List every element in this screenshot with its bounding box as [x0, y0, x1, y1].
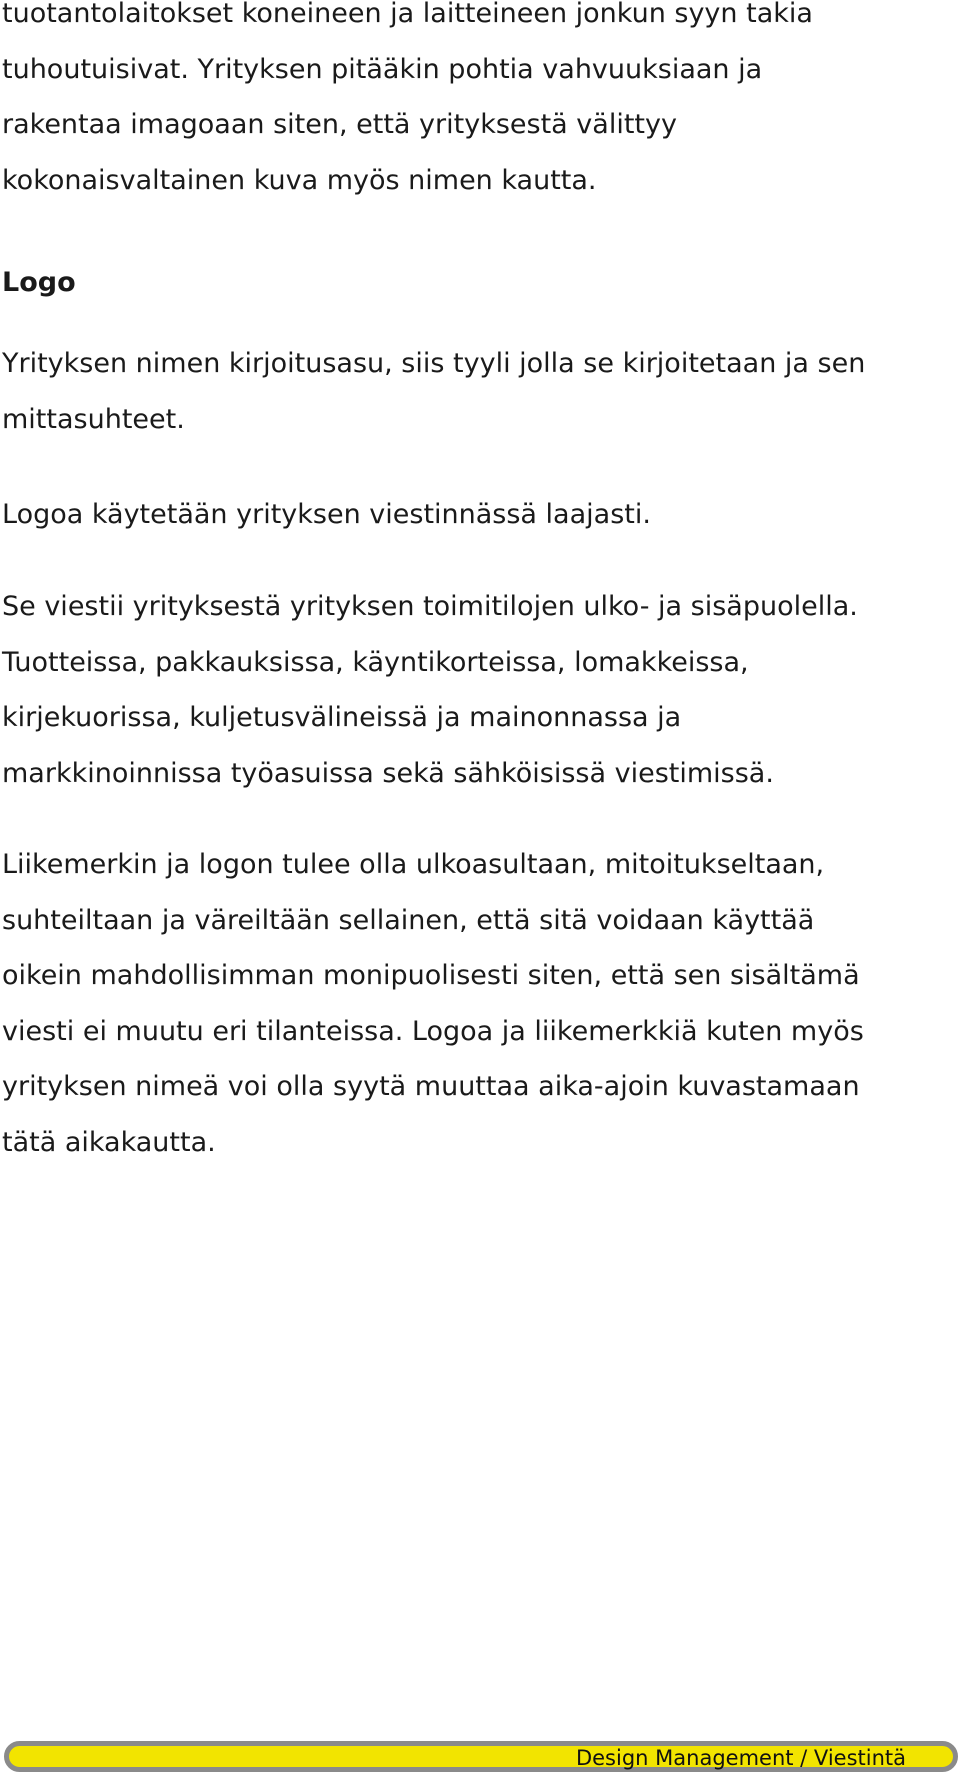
text-line: Tuotteissa, pakkauksissa, käyntikorteissa, lomakkeissa,: [2, 646, 749, 678]
footer-label: Design Management / Viestintä: [575, 1746, 906, 1770]
text-line: oikein mahdollisimman monipuolisesti siten, että sen sisältämä: [2, 960, 860, 991]
text-line: Logoa käytetään yrityksen viestinnässä laajasti.: [2, 499, 651, 530]
logo-definition-paragraph: [2, 336, 865, 447]
text-line: Se viestii yrityksestä yrityksen toimitilojen ulko- ja sisäpuolella.: [2, 591, 858, 622]
text-line: tätä aikakautta.: [2, 1126, 216, 1158]
text-line: mittasuhteet.: [2, 403, 185, 435]
text-line: viesti ei muutu eri tilanteissa. Logoa ja liikemerkkiä kuten myös: [2, 1015, 864, 1047]
text-line: yrityksen nimeä voi olla syytä muuttaa aika-ajoin kuvastamaan: [2, 1071, 860, 1102]
text-line: kirjekuorissa, kuljetusvälineissä ja mainonnassa ja: [2, 702, 682, 733]
logo-usage-paragraph: [2, 487, 651, 543]
text-line: rakentaa imagoaan siten, että yrityksestä välittyy: [2, 109, 677, 140]
section-heading-logo: Logo: [2, 267, 76, 298]
text-line: tuhoutuisivat. Yrityksen pitääkin pohtia vahvuuksiaan ja: [2, 53, 763, 85]
text-line: suhteiltaan ja väreiltään sellainen, että sitä voidaan käyttää: [2, 904, 815, 936]
text-line: kokonaisvaltainen kuva myös nimen kautta.: [2, 164, 597, 196]
text-line: tuotantolaitokset koneineen ja laitteineen jonkun syyn takia: [2, 0, 813, 29]
text-line: markkinoinnissa työasuissa sekä sähköisissä viestimissä.: [2, 757, 774, 789]
text-line: Liikemerkin ja logon tulee olla ulkoasultaan, mitoitukseltaan,: [2, 849, 825, 880]
intro-paragraph: [2, 0, 813, 208]
logo-consistency-paragraph: [2, 837, 864, 1170]
text-line: Yrityksen nimen kirjoitusasu, siis tyyli jolla se kirjoitetaan ja sen: [2, 348, 866, 379]
logo-places-paragraph: [2, 579, 858, 801]
